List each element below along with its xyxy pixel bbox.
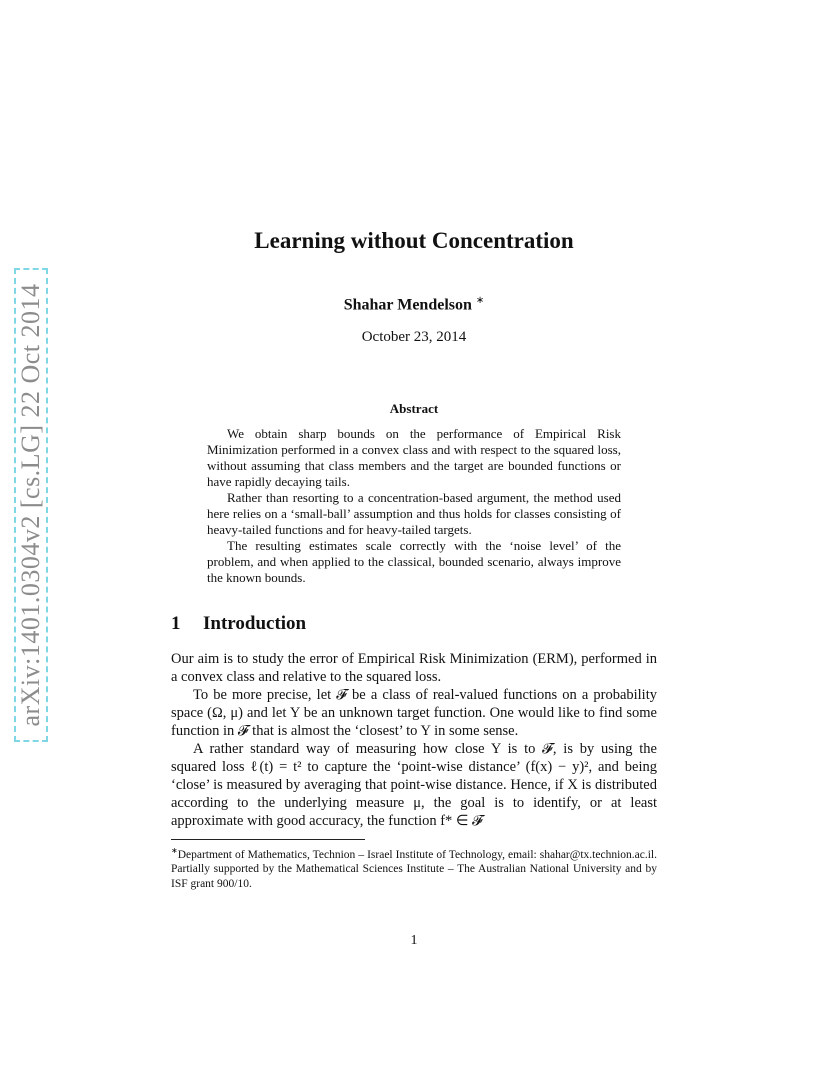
body-paragraph: A rather standard way of measuring how close Y is to 𝓕, is by using the squared loss ℓ(t) = t² to capture the ‘point-wise distance’ (f(x) − y)², and being ‘close’ is measured by averaging that point-wise distance. Hence, if X is distributed according to the underlying measure μ, the goal is to identify, or at least approximate with good accuracy, the function f* ∈ 𝓕 [171,741,657,829]
paper-date: October 23, 2014 [361,329,467,345]
section-heading [171,613,306,635]
section-number: 1 [171,613,181,634]
footnote-text: Department of Mathematics, Technion – Israel Institute of Technology, email: shahar@tx.technion.ac.il. Partially supported by the Mathematical Sciences Institute – The Australian National University and by ISF grant 900/10. [171,848,657,890]
page-number: 1 [410,933,418,948]
author-line [0,295,828,314]
abstract-paragraph: We obtain sharp bounds on the performance of Empirical Risk Minimization performed in a convex class and with respect to the squared loss, without assuming that class members and the target are bounded functions or have rapidly decaying tails. [207,426,621,489]
footnote-mark: ∗ [171,846,178,855]
paper-title: Learning without Concentration [254,228,574,253]
author-footnote-mark: ∗ [475,295,485,306]
footnote-divider [171,839,365,840]
body-text [171,650,657,830]
abstract-paragraph: The resulting estimates scale correctly with the ‘noise level’ of the problem, and when applied to the classical, bounded scenario, always improve the known bounds. [207,538,621,585]
footnote [171,844,657,891]
author-name: Shahar Mendelson [343,296,472,314]
body-paragraph: To be more precise, let 𝓕 be a class of real-valued functions on a probability space (Ω, μ) and let Y be an unknown target function. One would like to find some function in 𝓕 that is almost the ‘closest’ to Y in some sense. [171,687,657,739]
abstract-heading: Abstract [389,401,439,416]
abstract-paragraph: Rather than resorting to a concentration-based argument, the method used here relies on a ‘small-ball’ assumption and thus holds for classes consisting of heavy-tailed functions and for heavy-tailed targets. [207,490,621,537]
body-paragraph: Our aim is to study the error of Empirical Risk Minimization (ERM), performed in a convex class and relative to the squared loss. [171,651,657,685]
abstract-body [207,426,621,586]
arxiv-identifier-text: arXiv:1401.0304v2 [cs.LG] 22 Oct 2014 [16,283,45,727]
section-title: Introduction [203,613,307,634]
